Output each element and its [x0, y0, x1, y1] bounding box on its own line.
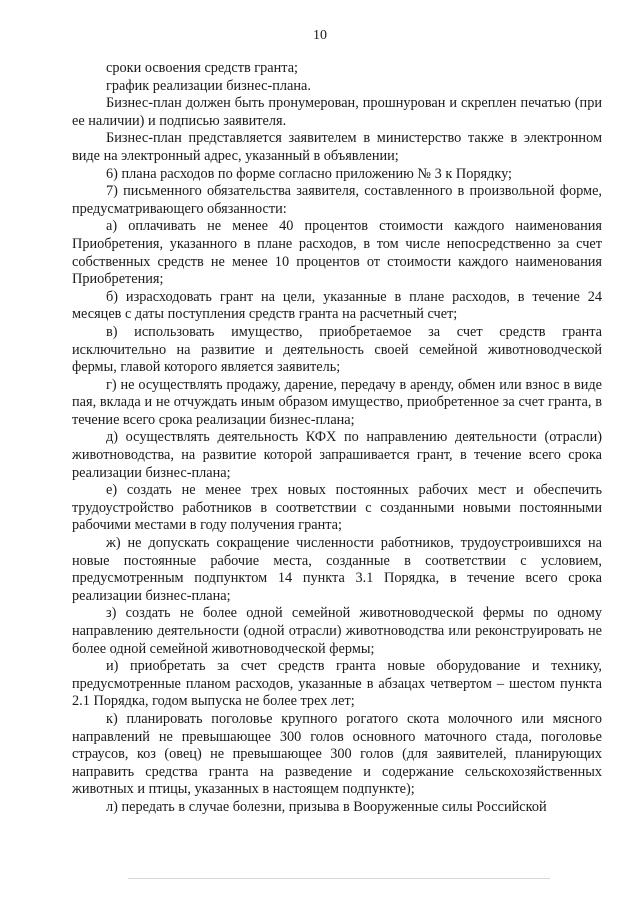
scan-edge-divider	[128, 878, 550, 879]
paragraph: д) осуществлять деятельность КФХ по направлению деятельности (отрасли) животноводства, на развитие которой запрашивается грант, в течение всего срока реализации бизнес-плана;	[72, 429, 602, 481]
paragraph: л) передать в случае болезни, призыва в Вооруженные силы Российской	[106, 798, 547, 815]
paragraph: и) приобретать за счет средств гранта новые оборудование и технику, предусмотренные планом расходов, указанные в абзацах четвертом – шестом пункта 2.1 Порядка, годом выпуска не более трех лет;	[72, 658, 602, 710]
paragraph: к) планировать поголовье крупного рогатого скота молочного или мясного направлений не превышающее 300 голов основного маточного стада, поголовье страусов, коз (овец) не превышающее 300 голов (для заявителей, планирующих направить средства гранта на разведение и содержание сельскохозяйственных животных и птицы, указанных в настоящем подпункте);	[72, 710, 602, 798]
paragraph: ж) не допускать сокращение численности работников, трудоустроившихся на новые постоянные рабочие места, созданные в соответствии с условием, предусмотренным подпунктом 14 пункта 3.1 Порядка, в течение всего срока реализации бизнес-плана;	[72, 535, 602, 604]
paragraph: Бизнес-план представляется заявителем в министерство также в электронном виде на электронный адрес, указанный в объявлении;	[72, 130, 602, 164]
paragraph: е) создать не менее трех новых постоянных рабочих мест и обеспечить трудоустройство работников в соответствии с созданными новыми постоянными рабочими местами в году получения гранта;	[72, 482, 602, 534]
paragraph: г) не осуществлять продажу, дарение, передачу в аренду, обмен или взнос в виде пая, вклада и не отчуждать иным образом имущество, приобретенное за счет гранта, в течение всего срока реализации бизнес-плана;	[72, 376, 602, 428]
paragraph: график реализации бизнес-плана.	[106, 77, 311, 94]
paragraph: Бизнес-план должен быть пронумерован, прошнурован и скреплен печатью (при ее наличии) и подписью заявителя.	[72, 95, 602, 129]
paragraph: з) создать не более одной семейной животноводческой фермы по одному направлению деятельности (одной отрасли) животноводства или реконструировать не более одной семейной животноводческой фермы;	[72, 605, 602, 657]
paragraph: сроки освоения средств гранта;	[106, 60, 299, 76]
page-number: 10	[313, 28, 327, 43]
paragraph: б) израсходовать грант на цели, указанные в плане расходов, в течение 24 месяцев с даты поступления средств гранта на расчетный счет;	[72, 288, 602, 323]
paragraph: 6) плана расходов по форме согласно приложению № 3 к Порядку;	[106, 165, 513, 182]
paragraph: а) оплачивать не менее 40 процентов стоимости каждого наименования Приобретения, указанного в плане расходов, в том числе непосредственно за счет собственных средств не менее 10 процентов от стоимости каждого наименования Приобретения;	[72, 218, 602, 288]
paragraph: 7) письменного обязательства заявителя, составленного в произвольной форме, предусматривающего обязанности:	[72, 183, 602, 217]
paragraph: в) использовать имущество, приобретаемое за счет средств гранта исключительно на развитие и деятельность своей семейной животноводческой фермы, главой которого является заявитель;	[72, 323, 602, 376]
document-body	[72, 60, 602, 817]
